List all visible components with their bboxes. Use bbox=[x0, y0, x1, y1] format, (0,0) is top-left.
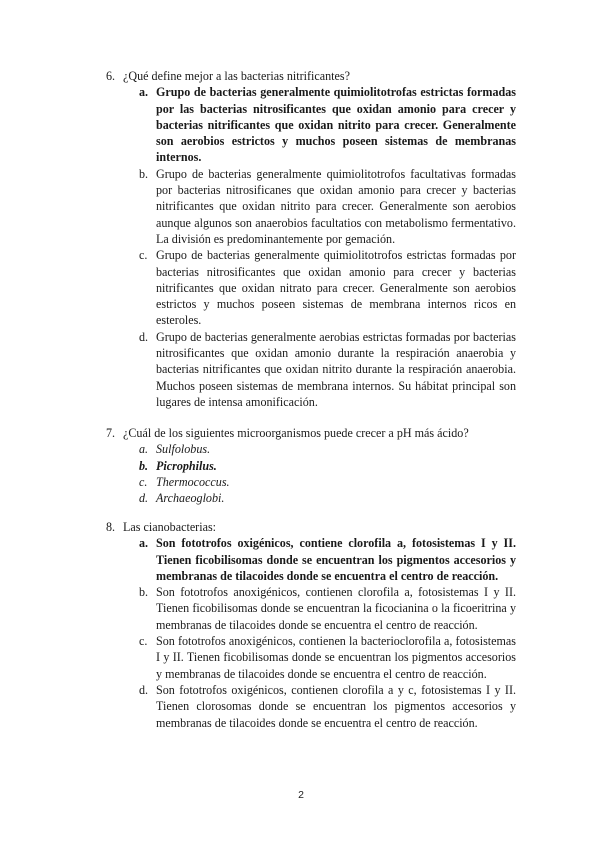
option-text: Archaeoglobi. bbox=[156, 491, 225, 506]
answer-option bbox=[106, 584, 516, 633]
option-letter: b. bbox=[139, 166, 149, 181]
option-letter: d. bbox=[139, 491, 149, 506]
question-stem bbox=[106, 519, 516, 535]
answer-option bbox=[106, 458, 516, 474]
question-number: 8. bbox=[106, 520, 116, 534]
question-text: Las cianobacterias: bbox=[123, 520, 217, 534]
option-text: Son fototrofos anoxigénicos, contienen la bacterioclorofila a, fotosistemas I y II. Tienen ficobilisomas donde se encuentran los pigmentos accesorios y membranas de tilacoides donde se encuentra el centro de reacción. bbox=[156, 634, 516, 681]
answer-options bbox=[106, 84, 516, 410]
option-letter: c. bbox=[139, 634, 148, 649]
option-letter: a. bbox=[139, 536, 149, 551]
option-text: Son fototrofos anoxigénicos, contienen clorofila a, fotosistemas I y II. Tienen ficobilisomas donde se encuentran la ficocianina o la ficoeritrina y membranas de tilacoides donde se encuentra el centro de reacción. bbox=[156, 585, 516, 632]
question-6 bbox=[106, 68, 516, 410]
question-7 bbox=[106, 425, 516, 506]
option-letter: b. bbox=[139, 458, 149, 473]
answer-option bbox=[106, 84, 516, 165]
option-letter: c. bbox=[139, 248, 148, 263]
option-letter: c. bbox=[139, 474, 148, 489]
option-text: Thermococcus. bbox=[156, 474, 230, 489]
question-text: ¿Cuál de los siguientes microorganismos puede crecer a pH más ácido? bbox=[123, 426, 469, 440]
option-text: Grupo de bacterias generalmente aerobias estrictas formadas por bacterias nitrosificantes que oxidan amonio durante la respiración anaerobia y bacterias nitrificantes que oxidan nitrito durante la respiración anaerobia. Muchos poseen sistemas de membrana internos. Su hábitat principal son lugares de intensa amonificación. bbox=[156, 329, 516, 409]
option-text: Grupo de bacterias generalmente quimiolitotrofos estrictas formadas por bacterias nitrosificantes que oxidan amonio para crecer y bacterias nitrificantes que oxidan nitrato para crecer. Generalmente son aerobios estrictos y muchos poseen sistemas de membrana internos ricos en esteroles. bbox=[156, 248, 516, 328]
option-letter: d. bbox=[139, 329, 149, 344]
option-text: Sulfolobus. bbox=[156, 442, 211, 457]
answer-option bbox=[106, 633, 516, 682]
question-number: 6. bbox=[106, 69, 116, 83]
option-letter: a. bbox=[139, 85, 149, 100]
page-number: 2 bbox=[298, 789, 304, 801]
answer-option bbox=[106, 441, 516, 457]
question-stem bbox=[106, 68, 516, 84]
option-text: Picrophilus. bbox=[156, 458, 217, 473]
answer-options bbox=[106, 441, 516, 506]
question-number: 7. bbox=[106, 426, 116, 440]
answer-option bbox=[106, 247, 516, 328]
answer-options bbox=[106, 535, 516, 731]
question-8 bbox=[106, 519, 516, 731]
answer-option bbox=[106, 535, 516, 584]
option-text: Grupo de bacterias generalmente quimiolitotrofas estrictas formadas por las bacterias nitrosificantes que oxidan amonio para crecer y bacterias nitrificantes que oxidan nitrito para crecer. Generalmente son aerobios estrictos y muchos poseen sistemas de membranas internos. bbox=[156, 85, 516, 165]
option-text: Son fototrofos oxigénicos, contiene clorofila a, fotosistemas I y II. Tienen ficobilisomas donde se encuentran los pigmentos accesorios y membranas de tilacoides donde se encuentra el centro de reacción. bbox=[156, 536, 516, 583]
answer-option bbox=[106, 166, 516, 247]
answer-option bbox=[106, 682, 516, 731]
option-letter: b. bbox=[139, 585, 149, 600]
answer-option bbox=[106, 490, 516, 506]
question-stem bbox=[106, 425, 516, 441]
answer-option bbox=[106, 329, 516, 410]
option-letter: d. bbox=[139, 682, 149, 697]
option-text: Grupo de bacterias generalmente quimiolitotrofos facultativas formadas por bacterias nitrosificanes que oxidan amonio para crecer y bacterias nitrificantes que oxidan nitrito para crecer. Generalmente son aerobios aunque algunos son anaerobios facultatios con metabolismo fermentativo. La división es predominantemente por gemación. bbox=[156, 166, 516, 246]
option-letter: a. bbox=[139, 442, 149, 457]
answer-option bbox=[106, 474, 516, 490]
question-text: ¿Qué define mejor a las bacterias nitrificantes? bbox=[123, 69, 350, 83]
option-text: Son fototrofos oxigénicos, contienen clorofila a y c, fotosistemas I y II. Tienen clorosomas donde se encuentran los pigmentos accesorios y membranas de tilacoides donde se encuentra el centro de reacción. bbox=[156, 682, 516, 730]
